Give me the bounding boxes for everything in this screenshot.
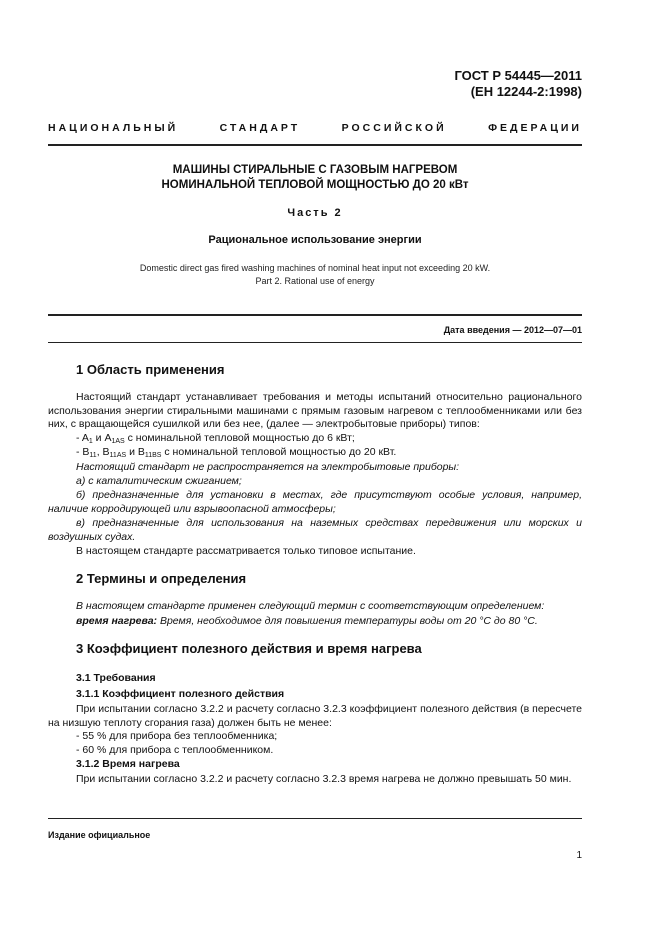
type-b-sub-3: 11BS <box>144 452 162 459</box>
section-2-heading: 2 Термины и определения <box>76 571 247 586</box>
date-divider <box>48 342 582 343</box>
type-item-b <box>76 446 582 460</box>
type-b-mid-2: и B <box>126 446 145 458</box>
term-heating-time: время нагрева: <box>76 615 158 627</box>
subsection-3-1-1-heading: 3.1.1 Коэффициент полезного действия <box>76 688 285 700</box>
subsection-3-1-heading: 3.1 Требования <box>76 672 156 684</box>
efficiency-item-1: - 55 % для прибора без теплообменника; <box>76 730 278 742</box>
european-standard-number: (ЕН 12244-2:1998) <box>470 84 582 99</box>
exclusion-b: б) предназначенные для установки в местах, где присутствуют особые условия, например, наличие корродирующей или взрывоопасной атмосферы; <box>48 489 582 515</box>
banner-word-3: РОССИЙСКОЙ <box>341 122 447 134</box>
subsection-3-1-2-heading: 3.1.2 Время нагрева <box>76 758 180 770</box>
title-divider <box>48 314 582 316</box>
exclusion-a: а) с каталитическим сжиганием; <box>76 475 242 487</box>
section-1-paragraph: Настоящий стандарт устанавливает требования и методы испытаний относительно рационального использования энергии стиральными машинами с прямым газовым нагревом с теплообменниками или без них, с вращающейся сушилкой или без нее, (далее — электробытовые приборы) типов: <box>48 391 582 430</box>
english-title-line-2: Part 2. Rational use of energy <box>255 276 375 286</box>
english-title-line-1: Domestic direct gas fired washing machines of nominal heat input not exceeding 20 kW. <box>139 263 491 273</box>
banner-divider <box>48 144 582 146</box>
type-a-mid: и A <box>92 432 112 444</box>
term-heating-time-definition: Время, необходимое для повышения температуры воды от 20 °С до 80 °С. <box>157 615 538 627</box>
document-title <box>48 163 582 193</box>
not-applicable-intro: Настоящий стандарт не распространяется на электробытовые приборы: <box>76 461 460 473</box>
type-b-sub-2: 11AS <box>109 452 127 459</box>
efficiency-paragraph: При испытании согласно 3.2.2 и расчету согласно 3.2.3 коэффициент полезного действия (в пересчете на низшую теплоту сгорания газа) должен быть не менее: <box>48 703 582 729</box>
type-item-a <box>76 432 582 446</box>
introduction-date: Дата введения — 2012—07—01 <box>443 325 582 335</box>
section-1-heading: 1 Область применения <box>76 362 225 377</box>
official-edition-label: Издание официальное <box>48 830 151 840</box>
banner-word-4: ФЕДЕРАЦИИ <box>488 122 582 134</box>
document-subtitle: Рациональное использование энергии <box>208 234 422 246</box>
efficiency-item-2: - 60 % для прибора с теплообменником. <box>76 744 274 756</box>
type-b-sub-1: 11 <box>89 452 97 459</box>
title-line-2: НОМИНАЛЬНОЙ ТЕПЛОВОЙ МОЩНОСТЬЮ ДО 20 кВт <box>161 179 469 191</box>
type-a-sub-1: 1 <box>88 438 93 445</box>
type-a-sub-2: 1AS <box>111 438 125 445</box>
english-title <box>48 262 582 288</box>
type-a-suffix: с номинальной тепловой мощностью до 6 кВт; <box>124 432 355 444</box>
term-definition <box>76 615 582 629</box>
type-a-prefix: - A <box>76 432 89 444</box>
type-b-prefix: - B <box>76 446 90 458</box>
terms-intro: В настоящем стандарте применен следующий термин с соответствующим определением: <box>76 600 545 612</box>
type-b-mid-1: , B <box>96 446 110 458</box>
banner-word-2: СТАНДАРТ <box>219 122 301 134</box>
type-b-suffix: с номинальной тепловой мощностью до 20 кВт. <box>161 446 397 458</box>
banner-word-1: НАЦИОНАЛЬНЫЙ <box>48 122 179 134</box>
standard-code <box>454 68 582 100</box>
national-standard-banner <box>48 122 582 134</box>
title-line-1: МАШИНЫ СТИРАЛЬНЫЕ С ГАЗОВЫМ НАГРЕВОМ <box>172 164 458 176</box>
part-label: Часть 2 <box>287 207 343 219</box>
heating-time-paragraph: При испытании согласно 3.2.2 и расчету согласно 3.2.3 время нагрева не должно превышать 50 мин. <box>76 773 572 785</box>
standard-number: ГОСТ Р 54445—2011 <box>454 68 582 83</box>
exclusion-c: в) предназначенные для использования на наземных средствах передвижения или морских и воздушных судах. <box>48 517 582 543</box>
footer-divider <box>48 818 582 819</box>
section-3-heading: 3 Коэффициент полезного действия и время нагрева <box>76 641 422 656</box>
type-test-note: В настоящем стандарте рассматривается только типовое испытание. <box>76 545 416 557</box>
page-number: 1 <box>576 850 582 861</box>
